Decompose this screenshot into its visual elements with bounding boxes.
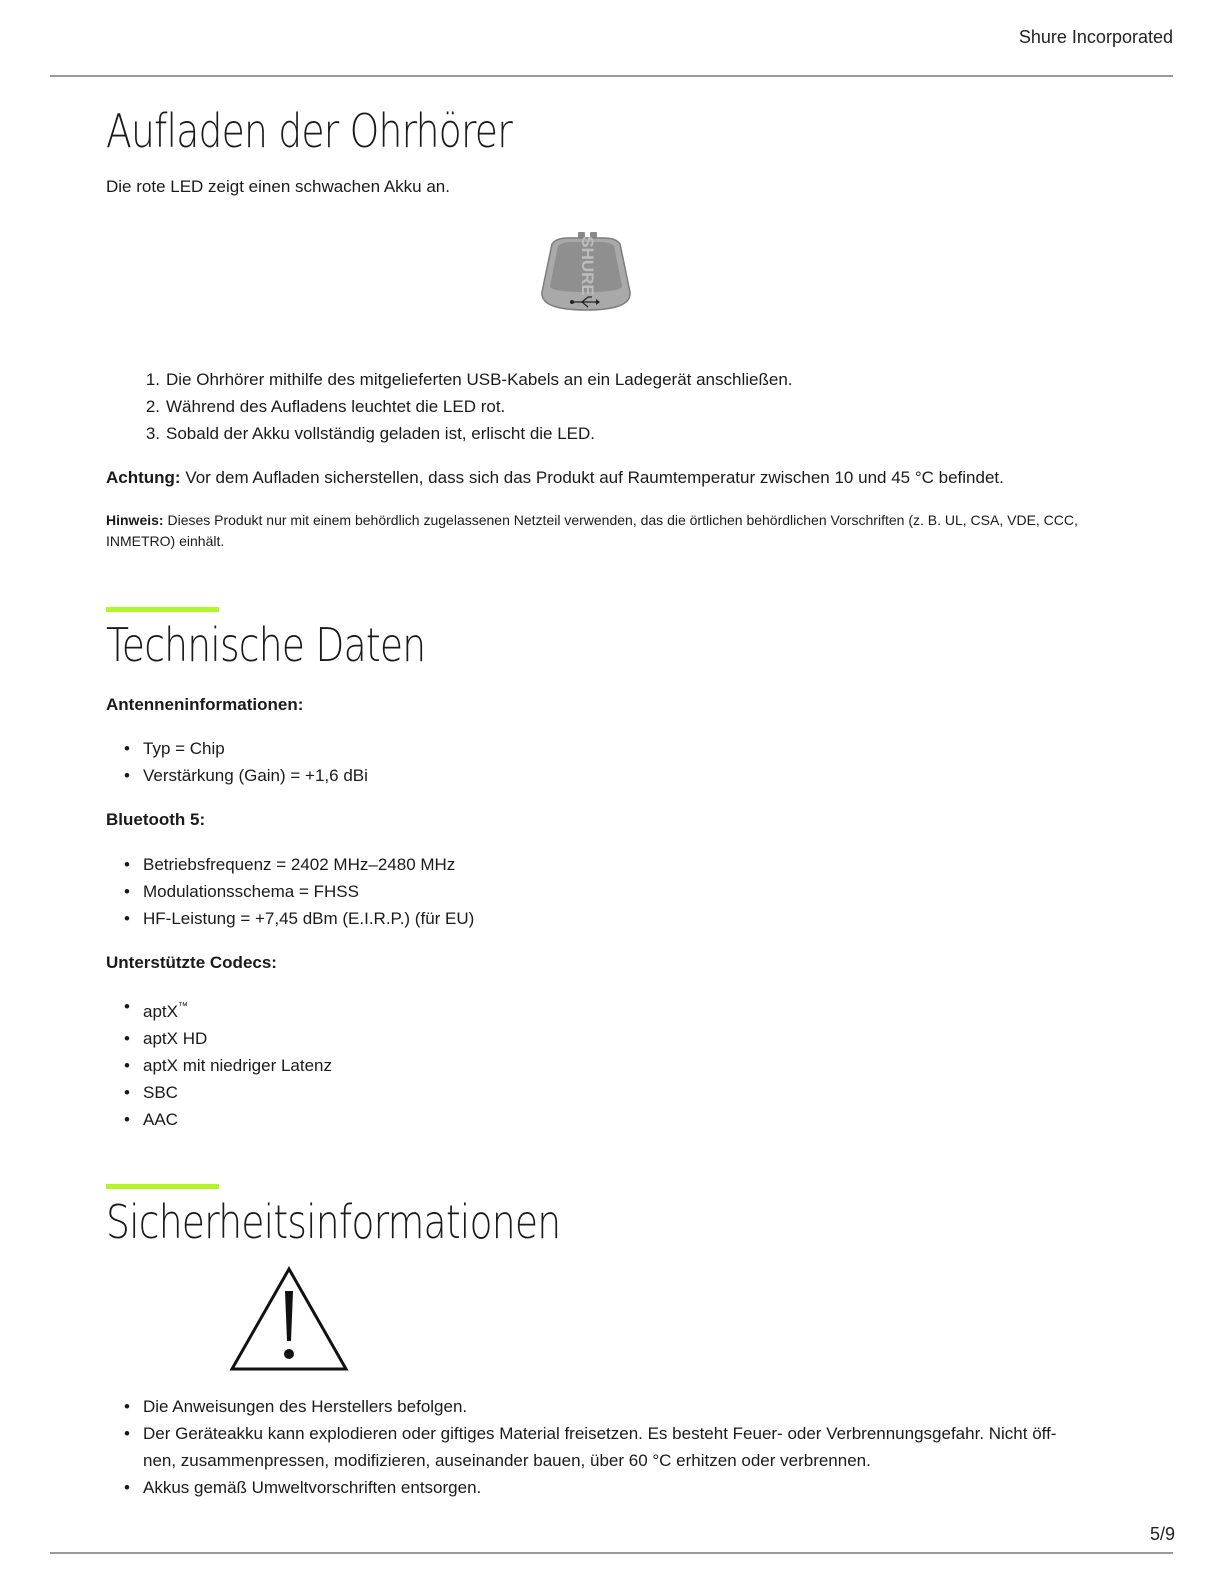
section-accent-bar [106, 607, 219, 612]
section-title-specs: Technische Daten [106, 618, 426, 672]
list-item: • Der Geräteakku kann explodieren oder giftiges Material freisetzen. Es besteht Feuer- oder Verbrennungsgefahr. Nicht öff- nen, zusammenpressen, modifizieren, auseinander bauen, über 60 °C erhitzen oder verbrennen. [124, 1424, 1057, 1470]
note-text: Hinweis: Dieses Produkt nur mit einem behördlich zugelassenen Netzteil verwenden, das die örtlichen behördlichen Vorschriften (z. B. UL, CSA, VDE, CCC, INMETRO) einhält. [106, 512, 1078, 549]
list-item: • HF-Leistung = +7,45 dBm (E.I.R.P.) (für EU) [124, 909, 475, 928]
list-item: • Die Anweisungen des Herstellers befolgen. [124, 1397, 468, 1416]
safety-list [124, 1393, 1123, 1501]
list-item: • aptX™ [124, 997, 188, 1021]
list-item: 1. Die Ohrhörer mithilfe des mitgelieferten USB-Kabels an ein Ladegerät anschließen. [145, 370, 793, 389]
list-item: 3. Sobald der Akku vollständig geladen ist, erlischt die LED. [145, 424, 596, 443]
list-item: • aptX mit niedriger Latenz [124, 1056, 332, 1075]
section-title-safety: Sicherheitsinformationen [106, 1195, 561, 1249]
section-accent-bar [106, 1184, 219, 1189]
footer-rule [50, 1552, 1173, 1554]
note-label: Hinweis: [106, 512, 164, 528]
list-item: • AAC [124, 1110, 178, 1129]
list-item: • SBC [124, 1083, 178, 1102]
section-title-charging: Aufladen der Ohrhörer [106, 104, 512, 158]
earphone-device-image [538, 230, 634, 314]
list-item: • Verstärkung (Gain) = +1,6 dBi [124, 766, 368, 785]
page-number: 5/9 [1149, 1524, 1175, 1544]
list-item: • Betriebsfrequenz = 2402 MHz–2480 MHz [124, 855, 456, 874]
list-item: • Typ = Chip [124, 739, 225, 758]
charging-intro: Die rote LED zeigt einen schwachen Akku an. [106, 177, 450, 196]
list-item: • Akkus gemäß Umweltvorschriften entsorgen. [124, 1478, 482, 1497]
antenna-heading: Antenneninformationen: [106, 695, 304, 714]
charging-steps [145, 366, 793, 447]
warning-symbol [228, 1265, 350, 1373]
charging-device-icon [538, 230, 634, 314]
list-item: • Modulationsschema = FHSS [124, 882, 359, 901]
header-rule [50, 75, 1173, 77]
svg-text:SHURE: SHURE [578, 236, 597, 296]
caution-text: Achtung: Vor dem Aufladen sicherstellen, dass sich das Produkt auf Raumtemperatur zwischen 10 und 45 °C befindet. [106, 468, 1004, 487]
caution-label: Achtung: [106, 468, 181, 487]
warning-triangle-icon [228, 1265, 350, 1373]
codecs-heading: Unterstützte Codecs: [106, 953, 277, 972]
list-item: 2. Während des Aufladens leuchtet die LED rot. [145, 397, 506, 416]
antenna-list [124, 735, 368, 789]
bluetooth-list [124, 851, 475, 932]
trademark-mark: ™ [177, 1001, 188, 1012]
codecs-list [124, 993, 332, 1133]
list-item: • aptX HD [124, 1029, 208, 1048]
header-company-name: Shure Incorporated [1018, 27, 1173, 47]
bluetooth-heading: Bluetooth 5: [106, 810, 206, 829]
